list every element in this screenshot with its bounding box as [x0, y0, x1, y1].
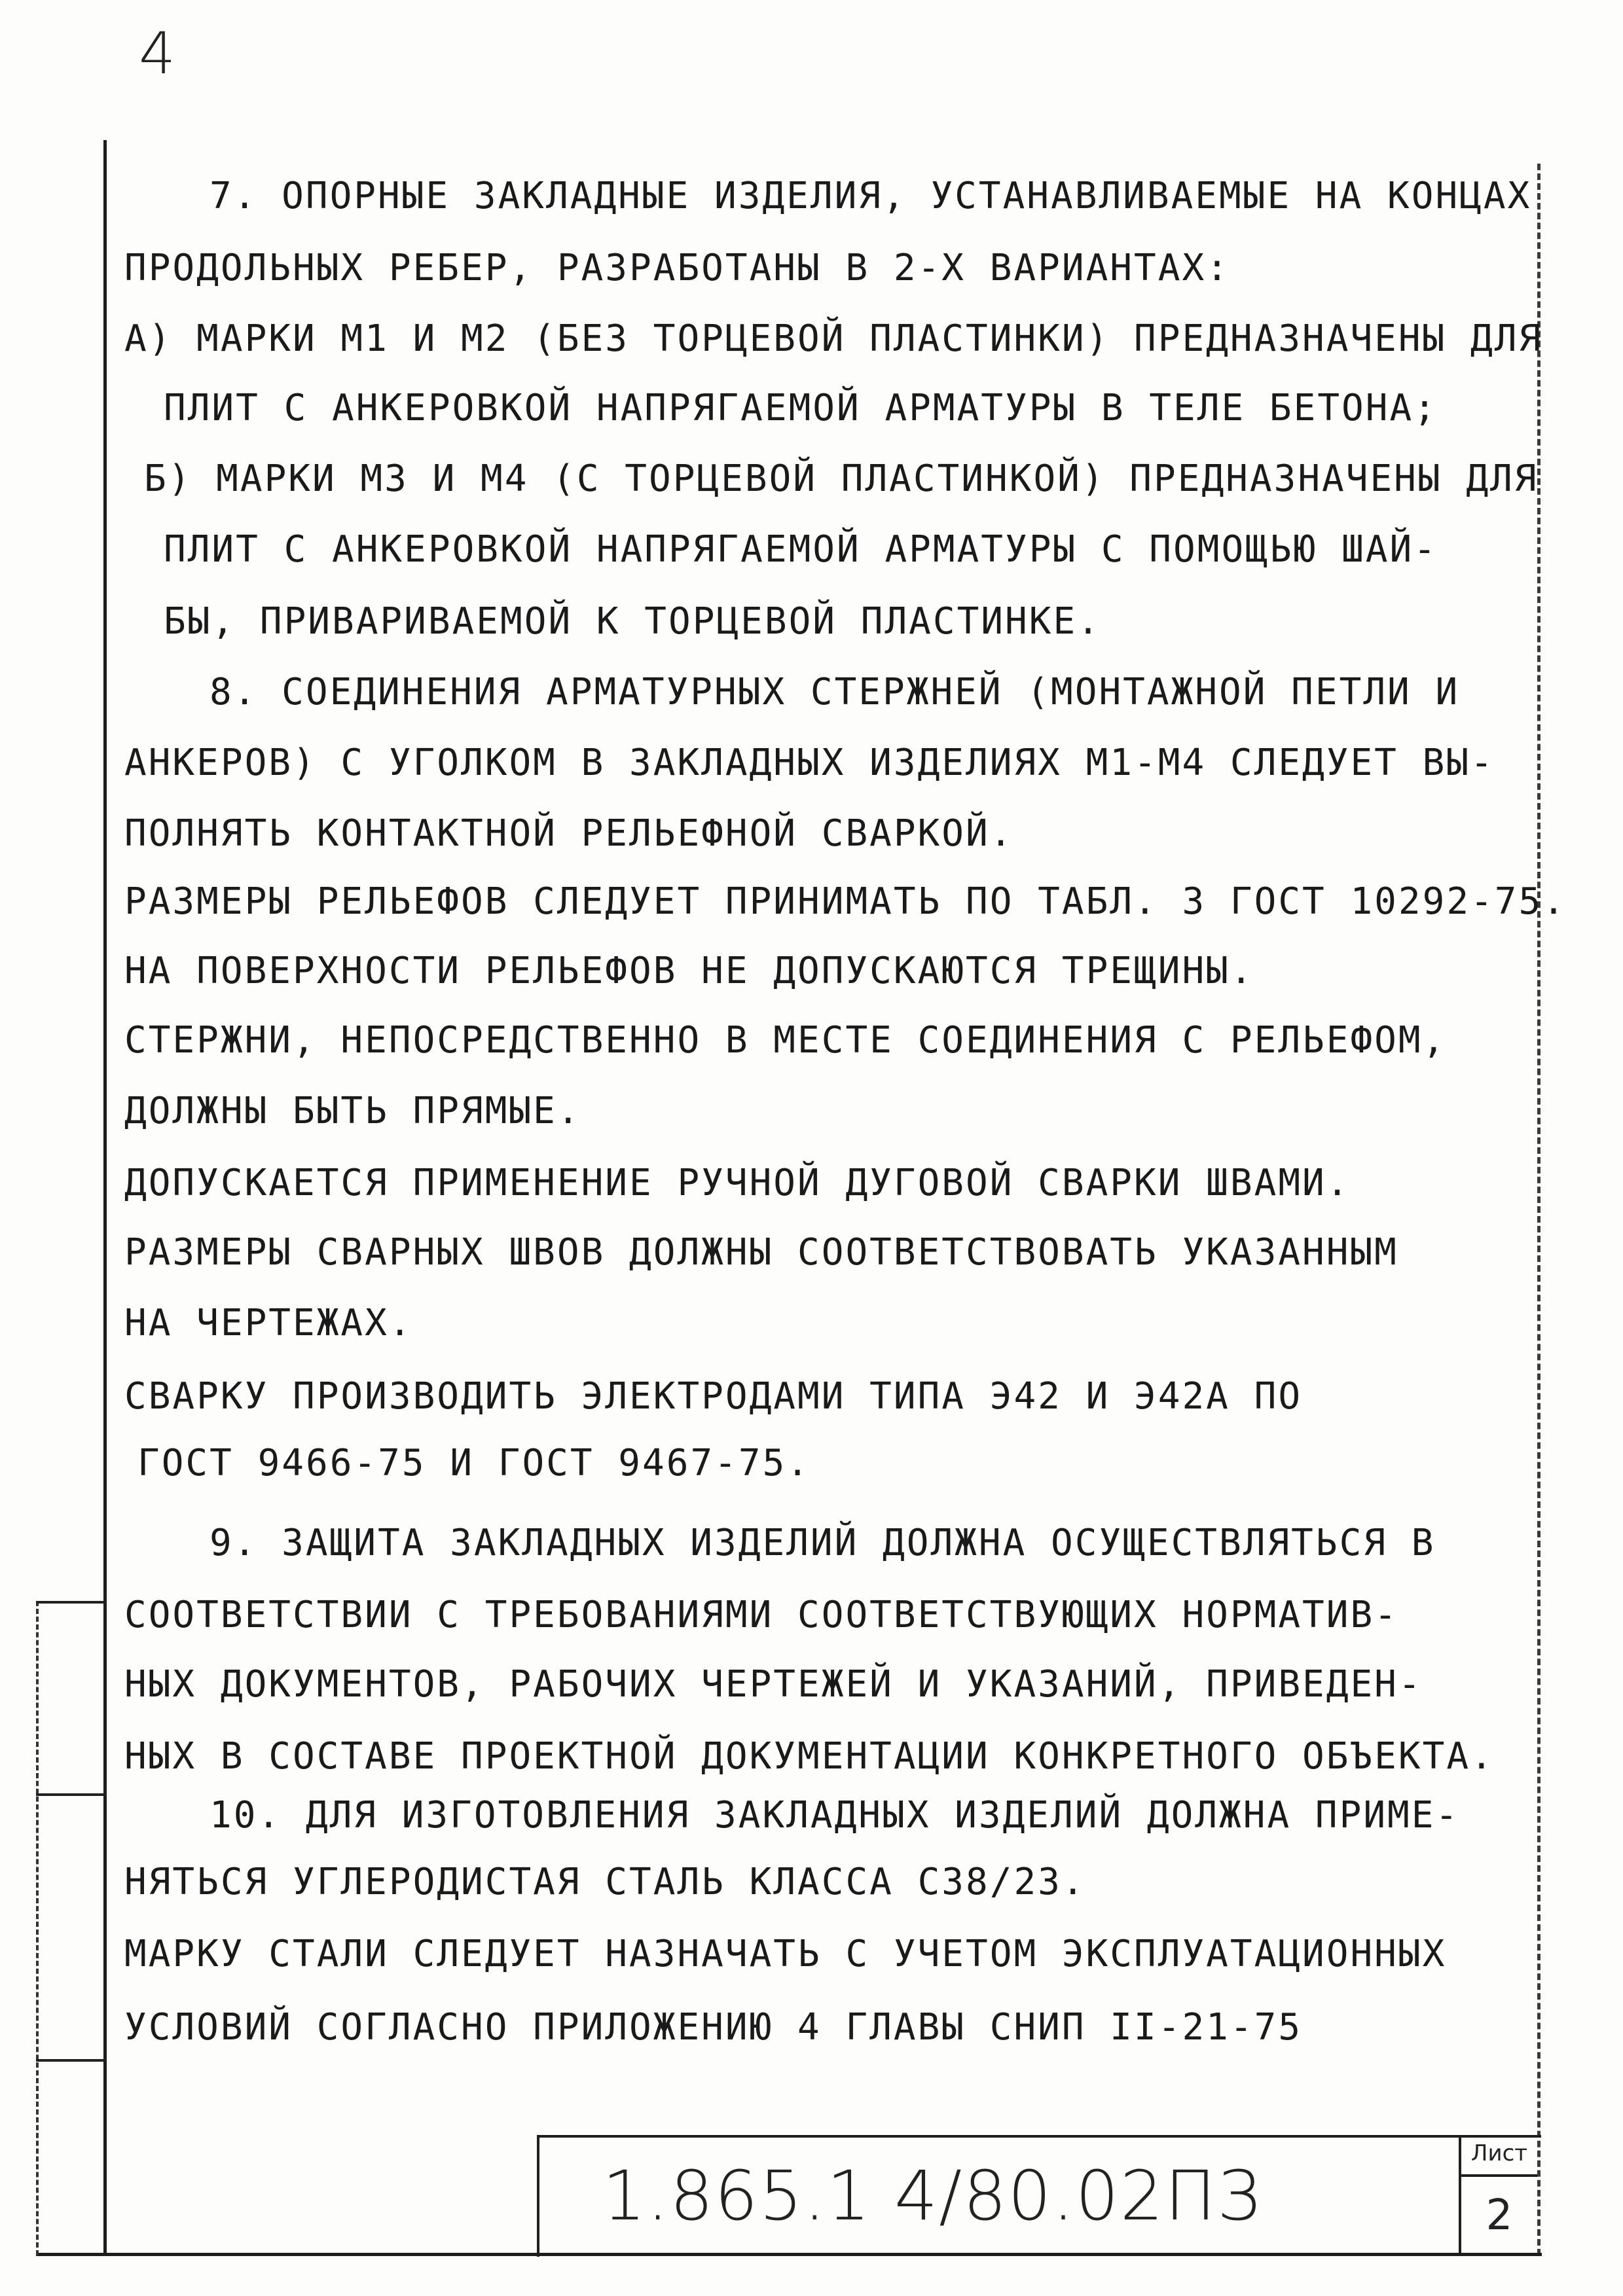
binding-strip-line: [36, 1601, 39, 2255]
text-line: РАЗМЕРЫ РЕЛЬЕФОВ СЛЕДУЕТ ПРИНИМАТЬ ПО ТАБЛ. 3 ГОСТ 10292-75.: [124, 880, 1567, 923]
text-line: ДОПУСКАЕТСЯ ПРИМЕНЕНИЕ РУЧНОЙ ДУГОВОЙ СВАРКИ ШВАМИ.: [124, 1162, 1351, 1204]
text-line: СООТВЕТСТВИИ С ТРЕБОВАНИЯМИ СООТВЕТСТВУЮЩИХ НОРМАТИВ-: [124, 1594, 1398, 1636]
text-line: МАРКУ СТАЛИ СЛЕДУЕТ НАЗНАЧАТЬ С УЧЕТОМ ЭКСПЛУАТАЦИОННЫХ: [124, 1933, 1447, 1975]
text-line: СТЕРЖНИ, НЕПОСРЕДСТВЕННО В МЕСТЕ СОЕДИНЕНИЯ С РЕЛЬЕФОМ,: [124, 1019, 1447, 1062]
text-line: ПОЛНЯТЬ КОНТАКТНОЙ РЕЛЬЕФНОЙ СВАРКОЙ.: [124, 812, 1014, 855]
text-line: А) МАРКИ М1 И М2 (БЕЗ ТОРЦЕВОЙ ПЛАСТИНКИ) ПРЕДНАЗНАЧЕНЫ ДЛЯ: [124, 317, 1543, 360]
frame-left-border: [103, 140, 107, 2255]
sheet-number: 2: [1486, 2191, 1513, 2240]
text-line: НЫХ В СОСТАВЕ ПРОЕКТНОЙ ДОКУМЕНТАЦИИ КОНКРЕТНОГО ОБЪЕКТА.: [124, 1735, 1495, 1778]
document-code: 1.865.1 4/80.02ПЗ: [602, 2156, 1262, 2236]
text-line: ПЛИТ С АНКЕРОВКОЙ НАПРЯГАЕМОЙ АРМАТУРЫ В ТЕЛЕ БЕТОНА;: [164, 387, 1438, 429]
binding-strip-divider: [36, 1601, 105, 1604]
text-line: ДОЛЖНЫ БЫТЬ ПРЯМЫЕ.: [124, 1090, 581, 1132]
text-line: ПЛИТ С АНКЕРОВКОЙ НАПРЯГАЕМОЙ АРМАТУРЫ С ПОМОЩЬЮ ШАЙ-: [164, 528, 1438, 571]
text-line: Б) МАРКИ М3 И М4 (С ТОРЦЕВОЙ ПЛАСТИНКОЙ) ПРЕДНАЗНАЧЕНЫ ДЛЯ: [144, 457, 1539, 500]
text-line: АНКЕРОВ) С УГОЛКОМ В ЗАКЛАДНЫХ ИЗДЕЛИЯХ М1-М4 СЛЕДУЕТ ВЫ-: [124, 742, 1495, 784]
text-line: БЫ, ПРИВАРИВАЕМОЙ К ТОРЦЕВОЙ ПЛАСТИНКЕ.: [164, 600, 1101, 643]
binding-strip-divider: [36, 2059, 105, 2062]
text-line: 9. ЗАЩИТА ЗАКЛАДНЫХ ИЗДЕЛИЙ ДОЛЖНА ОСУЩЕСТВЛЯТЬСЯ В: [210, 1522, 1436, 1564]
text-line: НА ПОВЕРХНОСТИ РЕЛЬЕФОВ НЕ ДОПУСКАЮТСЯ ТРЕЩИНЫ.: [124, 950, 1254, 992]
text-line: 8. СОЕДИНЕНИЯ АРМАТУРНЫХ СТЕРЖНЕЙ (МОНТАЖНОЙ ПЕТЛИ И: [210, 671, 1460, 713]
text-line: СВАРКУ ПРОИЗВОДИТЬ ЭЛЕКТРОДАМИ ТИПА Э42 И Э42А ПО: [124, 1375, 1303, 1418]
sheet-label: Лист: [1470, 2140, 1528, 2166]
text-line: РАЗМЕРЫ СВАРНЫХ ШВОВ ДОЛЖНЫ СООТВЕТСТВОВАТЬ УКАЗАННЫМ: [124, 1231, 1398, 1274]
page-number: 4: [139, 20, 175, 87]
text-line: НА ЧЕРТЕЖАХ.: [124, 1302, 413, 1344]
binding-strip-divider: [36, 1793, 105, 1796]
text-line: 7. ОПОРНЫЕ ЗАКЛАДНЫЕ ИЗДЕЛИЯ, УСТАНАВЛИВАЕМЫЕ НА КОНЦАХ: [210, 175, 1532, 217]
text-line: 10. ДЛЯ ИЗГОТОВЛЕНИЯ ЗАКЛАДНЫХ ИЗДЕЛИЙ ДОЛЖНА ПРИМЕ-: [210, 1794, 1460, 1837]
sheet-divider: [1461, 2174, 1537, 2177]
text-line: ПРОДОЛЬНЫХ РЕБЕР, РАЗРАБОТАНЫ В 2-Х ВАРИАНТАХ:: [124, 247, 1230, 289]
text-line: НЫХ ДОКУМЕНТОВ, РАБОЧИХ ЧЕРТЕЖЕЙ И УКАЗАНИЙ, ПРИВЕДЕН-: [124, 1663, 1423, 1706]
text-line: УСЛОВИЙ СОГЛАСНО ПРИЛОЖЕНИЮ 4 ГЛАВЫ СНИП II-21-75: [124, 2006, 1303, 2049]
text-line: НЯТЬСЯ УГЛЕРОДИСТАЯ СТАЛЬ КЛАССА С38/23.: [124, 1861, 1086, 1903]
text-line: ГОСТ 9466-75 И ГОСТ 9467-75.: [137, 1442, 811, 1484]
